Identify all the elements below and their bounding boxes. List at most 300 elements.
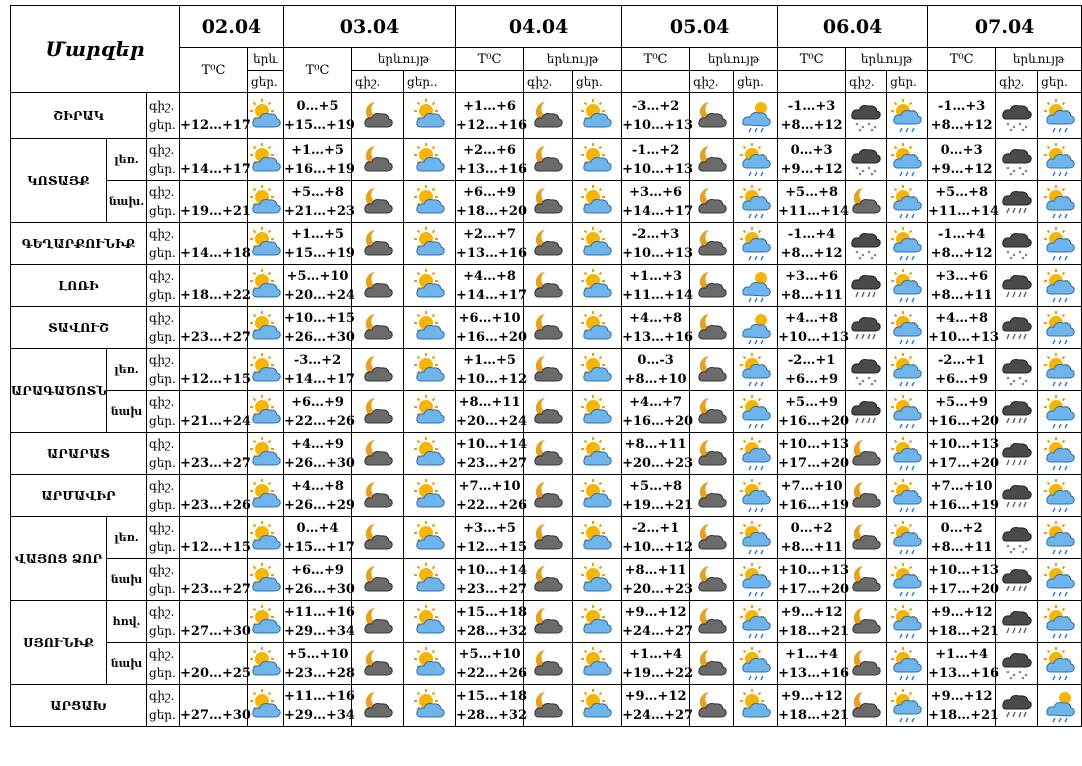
- day-temperature: +8…+11: [780, 539, 843, 555]
- night-temperature: [180, 645, 247, 664]
- temperature-cell: [284, 517, 355, 559]
- temperature-cell: [456, 643, 528, 685]
- cloud-snow-icon: [846, 227, 886, 261]
- moon-cloud-icon: [352, 521, 403, 555]
- temperature-cell: [180, 475, 251, 517]
- temperature-cell: [456, 559, 528, 601]
- subregion-label: հով.: [107, 601, 147, 643]
- table-row: [11, 433, 1082, 475]
- night-temperature: +3…+6: [785, 268, 839, 284]
- day-label: ցեր.: [149, 203, 176, 218]
- moon-cloud-icon: [690, 563, 733, 597]
- day-temperature: +18…+21: [928, 623, 1000, 639]
- sun-cloud-icon: [404, 143, 455, 177]
- weather-icon-cell: [734, 433, 778, 475]
- phenomenon-header: երևույթ: [690, 48, 778, 71]
- day-label: ցեր.: [149, 245, 176, 260]
- sun-cloud-rain-icon: [1038, 227, 1081, 261]
- table-row: [11, 349, 1082, 391]
- temperature-cell: [622, 223, 694, 265]
- temperature-cell: [180, 139, 251, 181]
- night-temperature: +4…+8: [291, 478, 344, 494]
- night-temperature: -2…+1: [937, 352, 986, 368]
- day-temperature: +14…+17: [284, 371, 355, 387]
- moon-cloud-icon: [846, 479, 886, 513]
- night-temperature: 0…+2: [790, 520, 833, 536]
- date-header: 07.04: [928, 6, 1082, 48]
- temperature-cell: [928, 475, 1000, 517]
- sun-cloud-rain-icon: [887, 185, 927, 219]
- night-label: գիշ.: [149, 142, 175, 157]
- table-row: [11, 643, 1082, 685]
- temperature-cell: [928, 139, 996, 181]
- night-temperature: +4…+8: [463, 268, 516, 284]
- dark-cloud-rain-icon: [996, 563, 1037, 597]
- temperature-cell: [284, 93, 355, 139]
- day-temperature: +8…+12: [780, 245, 843, 261]
- sun-cloud-rain-icon: [887, 605, 927, 639]
- night-temperature: +15…+18: [456, 604, 528, 620]
- temperature-cell: [180, 93, 251, 139]
- night-temperature: +6…+9: [291, 562, 344, 578]
- day-temperature: +10…+13: [622, 117, 694, 133]
- weather-icon-cell: [248, 433, 284, 475]
- night-temperature: +1…+5: [291, 142, 344, 158]
- day-temperature: +9…+12: [930, 161, 993, 177]
- weather-icon-cell: [996, 139, 1038, 181]
- sun-cloud-rain-icon: [887, 143, 927, 177]
- night-temperature: +11…+16: [284, 604, 355, 620]
- weather-icon-cell: [846, 181, 887, 223]
- sun-cloud-rain-icon: [734, 479, 777, 513]
- weather-icon-cell: [996, 559, 1038, 601]
- subregion-label: նախ: [107, 643, 147, 685]
- moon-cloud-icon: [352, 563, 403, 597]
- weather-icon-cell: [996, 643, 1038, 685]
- night-temperature: -1…+3: [787, 98, 836, 114]
- temperature-cell: [622, 643, 694, 685]
- night-temperature: +9…+12: [624, 604, 687, 620]
- moon-cloud-icon: [524, 479, 572, 513]
- cloud-rain-icon: [734, 99, 777, 133]
- sun-cloud-rain-icon: [734, 521, 777, 555]
- temperature-cell: [622, 517, 694, 559]
- night-subheader: գիշ.: [524, 71, 573, 93]
- weather-icon-cell: [404, 265, 456, 307]
- night-temperature: +10…+13: [778, 562, 850, 578]
- day-temperature: +11…+14: [778, 203, 850, 219]
- temperature-cell: [180, 265, 251, 307]
- weather-icon-cell: [248, 559, 284, 601]
- temperature-cell: [622, 139, 694, 181]
- region-name: ՎԱՅՈՑ ՁՈՐ: [11, 517, 107, 601]
- sun-cloud-icon: [248, 311, 283, 345]
- night-temperature: [180, 687, 247, 706]
- moon-cloud-icon: [690, 185, 733, 219]
- day-temperature: +29…+34: [284, 707, 355, 723]
- moon-cloud-icon: [846, 563, 886, 597]
- temperature-cell: [928, 559, 1000, 601]
- night-day-label: [147, 601, 180, 643]
- weather-icon-cell: [524, 93, 573, 139]
- subregion-label: լեռ.: [107, 349, 147, 391]
- weather-icon-cell: [846, 433, 887, 475]
- weather-icon-cell: [573, 517, 622, 559]
- weather-icon-cell: [573, 433, 622, 475]
- sun-cloud-icon: [573, 353, 621, 387]
- weather-icon-cell: [248, 685, 284, 727]
- weather-icon-cell: [846, 223, 887, 265]
- temperature-cell: [622, 181, 694, 223]
- weather-icon-cell: [996, 181, 1038, 223]
- day-temperature: +15…+19: [284, 117, 355, 133]
- region-name: ԱՐՑԱԽ: [11, 685, 147, 727]
- weather-icon-cell: [248, 517, 284, 559]
- sun-cloud-icon: [248, 227, 283, 261]
- weather-icon-cell: [573, 601, 622, 643]
- night-temperature: -1…+2: [631, 142, 680, 158]
- sun-cloud-icon: [248, 437, 283, 471]
- moon-cloud-icon: [352, 99, 403, 133]
- sun-cloud-icon: [248, 99, 283, 133]
- day-temperature: +23…+27: [180, 581, 251, 597]
- weather-icon-cell: [846, 139, 887, 181]
- temperature-cell: [284, 475, 355, 517]
- day-temperature: +10…+12: [622, 539, 694, 555]
- sun-cloud-icon: [404, 353, 455, 387]
- sun-cloud-rain-icon: [887, 479, 927, 513]
- weather-icon-cell: [404, 349, 456, 391]
- date-header: 05.04: [622, 6, 778, 48]
- moon-cloud-icon: [690, 353, 733, 387]
- weather-icon-cell: [1038, 643, 1082, 685]
- night-temperature: 0…-3: [637, 352, 674, 368]
- night-temperature: +1…+6: [463, 98, 516, 114]
- day-temperature: +14…+18: [180, 245, 251, 261]
- moon-cloud-icon: [846, 521, 886, 555]
- moon-cloud-icon: [524, 269, 572, 303]
- weather-icon-cell: [996, 223, 1038, 265]
- night-temperature: +5…+10: [286, 268, 349, 284]
- weather-icon-cell: [887, 223, 928, 265]
- dark-cloud-rain-icon: [996, 185, 1037, 219]
- sun-cloud-icon: [573, 143, 621, 177]
- temp-header: T⁰C: [456, 48, 524, 71]
- day-temperature: +13…+16: [456, 161, 528, 177]
- day-label: ցեր.: [149, 581, 176, 596]
- sun-cloud-rain-icon: [734, 437, 777, 471]
- temperature-cell: [928, 391, 1000, 433]
- moon-cloud-icon: [352, 227, 403, 261]
- weather-icon-cell: [734, 643, 778, 685]
- weather-icon-cell: [573, 93, 622, 139]
- day-temperature: +20…+24: [456, 413, 528, 429]
- temperature-cell: [928, 643, 1000, 685]
- weather-icon-cell: [352, 181, 404, 223]
- weather-icon-cell: [734, 223, 778, 265]
- cloud-rain-icon: [734, 269, 777, 303]
- table-row: [11, 559, 1082, 601]
- day-temperature: +10…+13: [778, 329, 850, 345]
- weather-icon-cell: [846, 643, 887, 685]
- weather-icon-cell: [573, 139, 622, 181]
- night-day-label: [147, 559, 180, 601]
- night-day-label: [147, 517, 180, 559]
- sun-cloud-icon: [573, 647, 621, 681]
- weather-icon-cell: [352, 601, 404, 643]
- temperature-cell: [778, 349, 846, 391]
- region-name: ԿՈՏԱՅՔ: [11, 139, 107, 223]
- temperature-cell: [928, 685, 1000, 727]
- weather-icon-cell: [573, 391, 622, 433]
- table-row: [11, 139, 1082, 181]
- temperature-cell: [778, 433, 850, 475]
- day-temperature: +8…+11: [930, 287, 993, 303]
- day-temperature: +27…+30: [180, 623, 251, 639]
- night-temperature: +3…+5: [463, 520, 516, 536]
- night-label: գիշ.: [149, 98, 175, 113]
- night-temperature: [180, 561, 247, 580]
- sun-cloud-rain-icon: [734, 563, 777, 597]
- day-temperature: +14…+17: [456, 287, 528, 303]
- day-temperature: +19…+22: [622, 665, 694, 681]
- night-temperature: +9…+12: [930, 688, 993, 704]
- region-name: ԱՐԱՐԱՏ: [11, 433, 147, 475]
- temp-header: T⁰C: [928, 48, 996, 71]
- weather-icon-cell: [248, 181, 284, 223]
- sun-cloud-icon: [573, 563, 621, 597]
- night-temperature: -2…+3: [631, 226, 680, 242]
- night-temperature: +8…+11: [458, 394, 521, 410]
- temperature-cell: [284, 559, 355, 601]
- weather-icon-cell: [573, 223, 622, 265]
- night-temperature: +5…+8: [935, 184, 989, 200]
- sun-cloud-rain-icon: [1038, 563, 1081, 597]
- weather-icon-cell: [734, 349, 778, 391]
- day-temperature: +9…+12: [780, 161, 843, 177]
- temperature-cell: [284, 181, 355, 223]
- night-temperature: +4…+9: [291, 436, 344, 452]
- cloud-snow-icon: [996, 227, 1037, 261]
- sun-cloud-rain-icon: [887, 311, 927, 345]
- night-temperature: [180, 603, 247, 622]
- weather-icon-cell: [734, 685, 778, 727]
- weather-icon-cell: [887, 265, 928, 307]
- night-temperature: [180, 519, 247, 538]
- sun-cloud-icon: [248, 521, 283, 555]
- temperature-cell: [778, 139, 846, 181]
- weather-icon-cell: [352, 475, 404, 517]
- weather-icon-cell: [1038, 433, 1082, 475]
- day-temperature: +18…+21: [928, 707, 1000, 723]
- cloud-snow-icon: [846, 143, 886, 177]
- night-temperature: [180, 141, 247, 160]
- weather-icon-cell: [524, 139, 573, 181]
- day-subheader: ցեր.: [887, 71, 928, 93]
- sun-cloud-icon: [248, 269, 283, 303]
- night-temperature: +10…+15: [284, 310, 355, 326]
- weather-icon-cell: [690, 223, 734, 265]
- temperature-cell: [180, 433, 251, 475]
- night-temperature: +4…+8: [629, 310, 683, 326]
- table-row: [11, 181, 1082, 223]
- weather-icon-cell: [404, 685, 456, 727]
- night-subheader: գիշ.: [690, 71, 734, 93]
- night-day-label: [147, 265, 180, 307]
- temperature-cell: [778, 685, 850, 727]
- weather-icon-cell: [887, 307, 928, 349]
- weather-icon-cell: [524, 265, 573, 307]
- moon-cloud-icon: [690, 689, 733, 723]
- sun-cloud-rain-icon: [734, 605, 777, 639]
- temperature-cell: [180, 517, 251, 559]
- cloud-snow-icon: [996, 647, 1037, 681]
- night-temperature: +11…+16: [284, 688, 355, 704]
- sun-cloud-icon: [573, 227, 621, 261]
- night-label: գիշ.: [149, 268, 175, 283]
- night-label: գիշ.: [149, 562, 175, 577]
- sun-cloud-icon: [573, 479, 621, 513]
- night-temperature: +7…+10: [780, 478, 843, 494]
- weather-icon-cell: [524, 433, 573, 475]
- night-temperature: +2…+7: [463, 226, 516, 242]
- weather-icon-cell: [846, 685, 887, 727]
- day-label: ցեր.: [149, 329, 176, 344]
- day-temperature: +27…+30: [180, 707, 251, 723]
- dark-cloud-rain-icon: [996, 269, 1037, 303]
- cloud-snow-icon: [846, 99, 886, 133]
- temperature-cell: [284, 685, 355, 727]
- sun-cloud-rain-icon: [1038, 521, 1081, 555]
- weather-icon-cell: [846, 601, 887, 643]
- sun-cloud-rain-icon: [887, 269, 927, 303]
- weather-icon-cell: [734, 475, 778, 517]
- cloud-snow-icon: [996, 521, 1037, 555]
- sun-cloud-rain-icon: [887, 647, 927, 681]
- sun-cloud-icon: [573, 185, 621, 219]
- weather-icon-cell: [524, 307, 573, 349]
- weather-icon-cell: [846, 559, 887, 601]
- sun-cloud-rain-icon: [1038, 185, 1081, 219]
- weather-icon-cell: [1038, 93, 1082, 139]
- weather-icon-cell: [996, 685, 1038, 727]
- night-temperature: +7…+10: [930, 478, 993, 494]
- regions-header: Մարզեր: [11, 6, 180, 93]
- weather-icon-cell: [734, 517, 778, 559]
- date-header: 02.04: [180, 6, 284, 48]
- weather-icon-cell: [690, 93, 734, 139]
- day-temperature: +26…+30: [284, 581, 355, 597]
- day-temperature: +11…+14: [622, 287, 694, 303]
- night-temperature: [180, 435, 247, 454]
- day-temperature: +17…+20: [928, 581, 1000, 597]
- weather-icon-cell: [734, 601, 778, 643]
- sun-cloud-rain-icon: [887, 563, 927, 597]
- moon-cloud-icon: [690, 395, 733, 429]
- night-label: գիշ.: [149, 520, 175, 535]
- night-temperature: -3…+2: [293, 352, 342, 368]
- weather-icon-cell: [404, 223, 456, 265]
- sun-cloud-icon: [573, 689, 621, 723]
- temperature-cell: [456, 349, 528, 391]
- night-temperature: +5…+8: [785, 184, 839, 200]
- night-temperature: [180, 225, 247, 244]
- weather-icon-cell: [524, 223, 573, 265]
- weather-icon-cell: [887, 181, 928, 223]
- day-label: ցեր.: [149, 161, 176, 176]
- sun-cloud-rain-icon: [1038, 353, 1081, 387]
- temp-header: T⁰C: [778, 48, 846, 71]
- weather-icon-cell: [248, 349, 284, 391]
- subregion-label: նախ: [107, 391, 147, 433]
- moon-cloud-icon: [524, 605, 572, 639]
- sun-cloud-icon: [404, 605, 455, 639]
- night-temperature: +8…+11: [624, 562, 687, 578]
- day-temperature: +18…+20: [456, 203, 528, 219]
- day-temperature: +10…+13: [622, 161, 694, 177]
- night-label: գիշ.: [149, 394, 175, 409]
- day-temperature: +13…+16: [622, 329, 694, 345]
- table-row: [11, 93, 1082, 139]
- night-temperature: +8…+11: [624, 436, 687, 452]
- moon-cloud-icon: [846, 185, 886, 219]
- weather-icon-cell: [573, 685, 622, 727]
- temperature-cell: [456, 601, 528, 643]
- weather-icon-cell: [690, 643, 734, 685]
- day-temperature: +23…+27: [456, 581, 528, 597]
- dark-cloud-rain-icon: [996, 479, 1037, 513]
- weather-icon-cell: [734, 265, 778, 307]
- night-temperature: +1…+4: [629, 646, 683, 662]
- night-temperature: [180, 393, 247, 412]
- phenomenon-header: երևույթ: [352, 48, 456, 71]
- weather-icon-cell: [690, 265, 734, 307]
- weather-icon-cell: [846, 475, 887, 517]
- temperature-cell: [778, 181, 850, 223]
- day-temperature: +23…+27: [456, 455, 528, 471]
- sun-cloud-icon: [573, 395, 621, 429]
- night-label: գիշ.: [149, 646, 175, 661]
- day-subheader: ցեր..: [404, 71, 456, 93]
- night-day-label: [147, 139, 180, 181]
- day-temperature: +19…+21: [180, 203, 251, 219]
- weather-icon-cell: [690, 685, 734, 727]
- forecast-table: [10, 5, 1082, 727]
- temperature-cell: [180, 307, 251, 349]
- weather-icon-cell: [1038, 307, 1082, 349]
- weather-icon-cell: [352, 391, 404, 433]
- day-label: ցեր.: [149, 413, 176, 428]
- day-temperature: +28…+32: [456, 707, 528, 723]
- weather-icon-cell: [352, 349, 404, 391]
- weather-icon-cell: [524, 391, 573, 433]
- temperature-cell: [456, 139, 528, 181]
- phenomenon-header: երևույթ: [846, 48, 928, 71]
- region-name: ԳԵՂԱՐՔՈՒՆԻՔ: [11, 223, 147, 265]
- night-temperature: +4…+8: [935, 310, 989, 326]
- moon-cloud-icon: [690, 521, 733, 555]
- night-label: գիշ.: [149, 478, 175, 493]
- sun-cloud-rain-icon: [1038, 143, 1081, 177]
- day-temperature: +20…+25: [180, 665, 251, 681]
- night-temperature: [180, 267, 247, 286]
- day-temperature: +15…+19: [284, 245, 355, 261]
- moon-cloud-icon: [846, 437, 886, 471]
- weather-icon-cell: [887, 139, 928, 181]
- night-temperature: +1…+3: [629, 268, 683, 284]
- dark-cloud-rain-icon: [846, 395, 886, 429]
- table-row: [11, 307, 1082, 349]
